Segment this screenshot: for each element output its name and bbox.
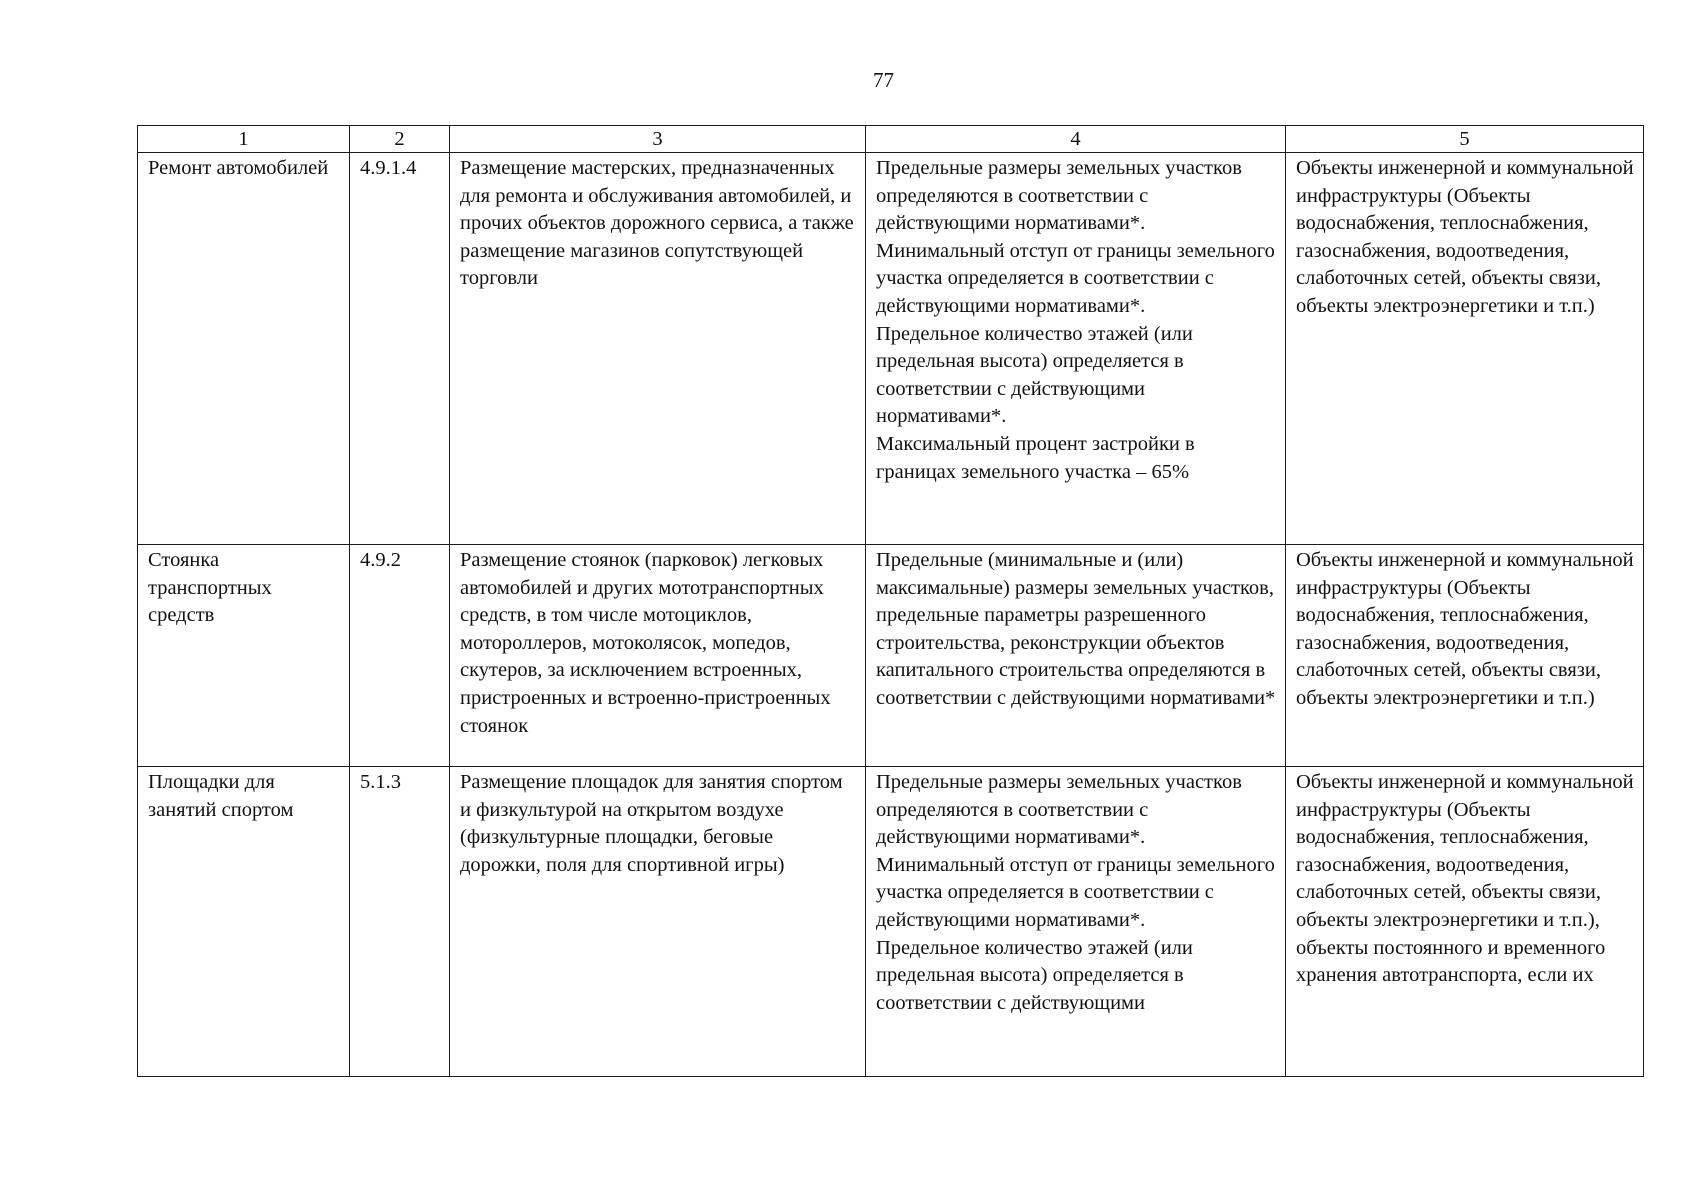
column-header-2: 2 (350, 126, 450, 153)
parameter-text: Предельные размеры земельных участков определяются в соответствии с действующими нормативами*. (876, 771, 1242, 849)
use-description-cell: Размещение стоянок (парковок) легковых автомобилей и других мототранспортных средств, в том числе мотоциклов, мотороллеров, мотоколясок, мопедов, скутеров, за исключением встроенных, пристроенных и встроенно-пристроенных стоянок (450, 545, 866, 767)
parameters-cell (866, 153, 1286, 545)
use-name-cell: Стоянка транспортных средств (138, 545, 350, 767)
column-header-3: 3 (450, 126, 866, 153)
use-code-cell: 4.9.2 (350, 545, 450, 767)
parameter-text: Предельные размеры земельных участков определяются в соответствии с действующими нормативами*. (876, 157, 1242, 235)
use-name-cell: Площадки для занятий спортом (138, 767, 350, 1077)
parameter-text: Максимальный процент застройки в границах земельного участка – 65% (876, 432, 1195, 483)
parameter-text: Минимальный отступ от границы земельного участка определяется в соответствии с действующими нормативами*. (876, 239, 1275, 317)
parameter-text: Предельное количество этажей (или предельная высота) определяется в соответствии с действующими нормативами*. (876, 322, 1193, 428)
column-header-4: 4 (866, 126, 1286, 153)
use-code-cell: 5.1.3 (350, 767, 450, 1077)
auxiliary-objects-cell: Объекты инженерной и коммунальной инфраструктуры (Объекты водоснабжения, теплоснабжения, газоснабжения, водоотведения, слаботочных сетей, объекты связи, объекты электроэнергетики и т.п.), объекты постоянного и временного хранения автотранспорта, если их (1286, 767, 1644, 1077)
column-header-5: 5 (1286, 126, 1644, 153)
parameter-text: Предельное количество этажей (или предельная высота) определяется в соответствии с действующими (876, 936, 1193, 1014)
zoning-table (137, 125, 1644, 1077)
table-row (138, 767, 1644, 1077)
use-code-cell: 4.9.1.4 (350, 153, 450, 545)
header-row (138, 126, 1644, 153)
use-description-cell: Размещение площадок для занятия спортом и физкультурой на открытом воздухе (физкультурные площадки, беговые дорожки, поля для спортивной игры) (450, 767, 866, 1077)
parameter-text: Предельные (минимальные и (или) максимальные) размеры земельных участков, предельные параметры разрешенного строительства, реконструкции объектов капитального строительства определяются в соответствии с действующими нормативами* (876, 549, 1276, 709)
table-row (138, 153, 1644, 545)
page-number: 77 (873, 68, 894, 92)
column-header-1: 1 (138, 126, 350, 153)
use-description-cell: Размещение мастерских, предназначенных для ремонта и обслуживания автомобилей, и прочих объектов дорожного сервиса, а также размещение магазинов сопутствующей торговли (450, 153, 866, 545)
parameter-text: Минимальный отступ от границы земельного участка определяется в соответствии с действующими нормативами*. (876, 853, 1275, 931)
parameters-cell (866, 545, 1286, 767)
use-name-cell: Ремонт автомобилей (138, 153, 350, 545)
table-row (138, 545, 1644, 767)
auxiliary-objects-cell: Объекты инженерной и коммунальной инфраструктуры (Объекты водоснабжения, теплоснабжения, газоснабжения, водоотведения, слаботочных сетей, объекты связи, объекты электроэнергетики и т.п.) (1286, 545, 1644, 767)
auxiliary-objects-cell: Объекты инженерной и коммунальной инфраструктуры (Объекты водоснабжения, теплоснабжения, газоснабжения, водоотведения, слаботочных сетей, объекты связи, объекты электроэнергетики и т.п.) (1286, 153, 1644, 545)
parameters-cell (866, 767, 1286, 1077)
